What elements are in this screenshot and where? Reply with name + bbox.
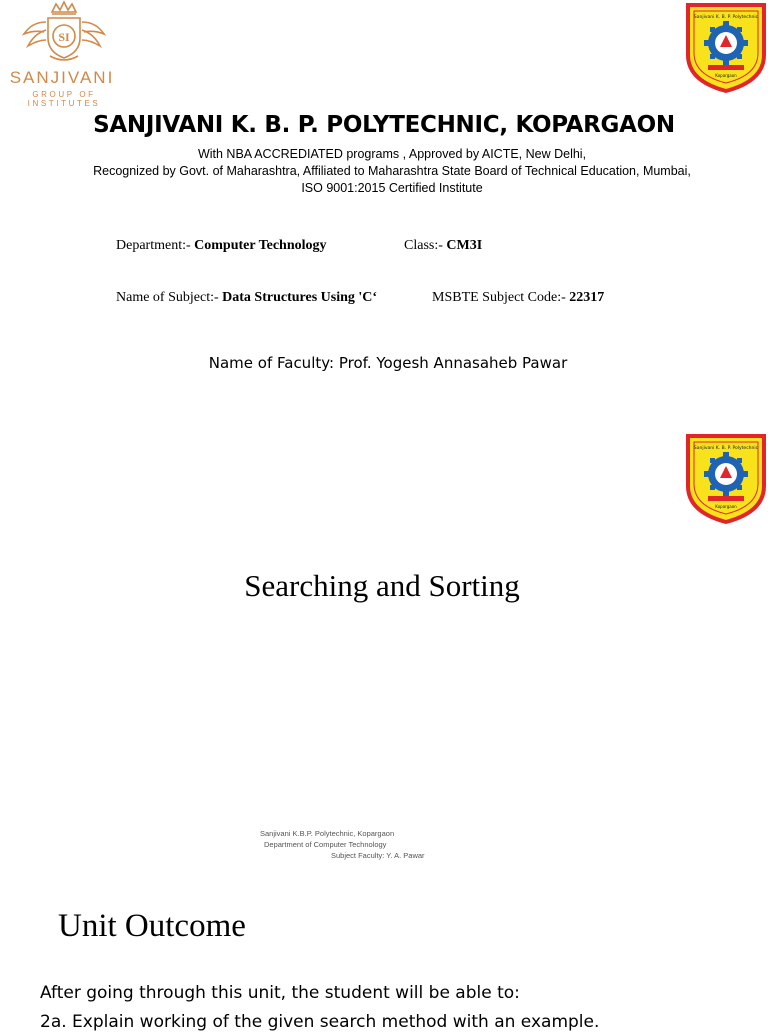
faculty-name: Name of Faculty: Prof. Yogesh Annasaheb Pawar <box>208 354 568 372</box>
subject-label: Name of Subject:- <box>116 290 219 305</box>
sanjivani-logo <box>0 0 130 108</box>
iso-line: ISO 9001:2015 Certified Institute <box>301 181 483 195</box>
footer-institute: Sanjivani K.B.P. Polytechnic, Kopargaon <box>260 829 395 838</box>
class-value: CM3I <box>446 238 483 253</box>
class-label: Class:- <box>404 238 443 253</box>
badge-bottom-text: Kopargaon <box>715 73 737 78</box>
badge-small-bottom-text: Kopargaon <box>715 504 737 509</box>
unit-outcome-heading: Unit Outcome <box>58 908 246 944</box>
department-label: Department:- <box>116 238 191 253</box>
class-row <box>404 238 482 254</box>
polytechnic-badge-icon <box>684 1 768 93</box>
sanjivani-emblem-icon <box>14 0 114 66</box>
logo-brand-text: SANJIVANI <box>9 68 115 87</box>
subject-row <box>116 290 377 306</box>
subject-code-label: MSBTE Subject Code:- <box>432 290 566 305</box>
polytechnic-badge-small-icon <box>684 432 768 524</box>
department-row <box>116 238 327 254</box>
institute-title: SANJIVANI K. B. P. POLYTECHNIC, KOPARGAON <box>93 112 675 138</box>
unit-outcome-item: 2a. Explain working of the given search method with an example. <box>40 1012 600 1032</box>
subject-value: Data Structures Using 'C‘ <box>222 290 378 305</box>
unit-outcome-intro: After going through this unit, the student will be able to: <box>40 983 520 1003</box>
footer-faculty: Subject Faculty: Y. A. Pawar <box>331 851 425 860</box>
recognition-line: Recognized by Govt. of Maharashtra, Affiliated to Maharashtra State Board of Technical Education, Mumbai, <box>93 164 691 178</box>
logo-tagline: GROUP OF INSTITUTES <box>27 90 101 108</box>
emblem-monogram: SI <box>58 30 70 44</box>
subject-code-value: 22317 <box>569 290 605 305</box>
badge-small-top-text: Sanjivani K. B. P. Polytechnic <box>693 446 759 451</box>
department-value: Computer Technology <box>194 238 327 253</box>
accreditation-line: With NBA ACCREDIATED programs , Approved by AICTE, New Delhi, <box>197 147 587 161</box>
subject-code-row <box>432 290 604 306</box>
slide-title: Searching and Sorting <box>244 568 520 603</box>
badge-top-text: Sanjivani K. B. P. Polytechnic <box>693 15 759 20</box>
footer-department: Department of Computer Technology <box>264 840 387 849</box>
